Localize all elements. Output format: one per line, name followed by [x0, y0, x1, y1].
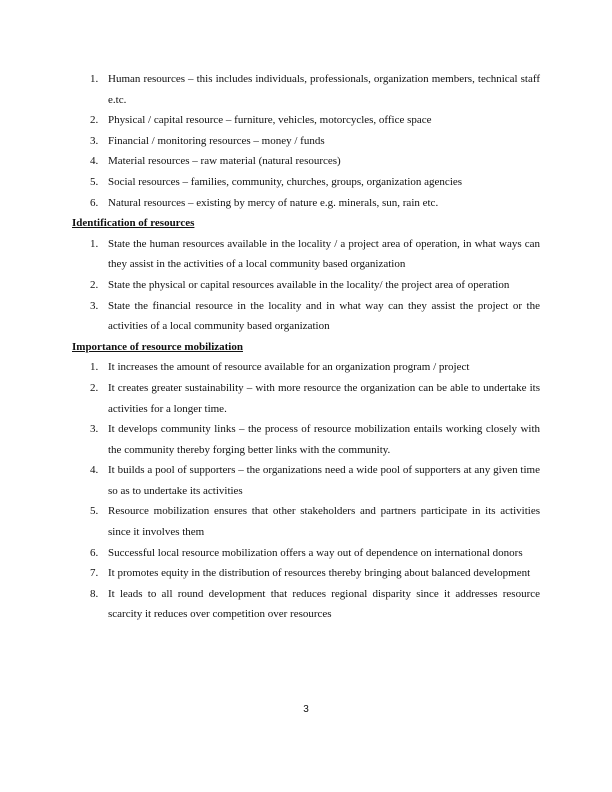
list-item-text: It creates greater sustainability – with more resource the organization can be able to undertake its activities for a longer time. — [108, 381, 540, 415]
list-item — [72, 69, 540, 110]
list-item — [72, 234, 540, 275]
list-item-text: State the human resources available in the locality / a project area of operation, in what ways can they assist in the activities of a local community based organization — [108, 237, 540, 271]
identification-list — [72, 234, 540, 337]
list-item — [72, 110, 540, 131]
list-number: 2. — [90, 114, 99, 127]
list-item — [72, 378, 540, 419]
list-number: 6. — [90, 546, 99, 559]
list-item-text: Physical / capital resource – furniture, vehicles, motorcycles, office space — [108, 114, 432, 127]
list-number: 2. — [90, 381, 99, 394]
list-number: 5. — [90, 505, 99, 518]
list-item-text: It develops community links – the process of resource mobilization entails working closely with the community thereby forging better links with the community. — [108, 423, 540, 456]
list-number: 3. — [90, 423, 99, 436]
list-number: 3. — [90, 134, 99, 147]
list-item — [72, 193, 540, 214]
list-item-text: It builds a pool of supporters – the organizations need a wide pool of supporters at any given time so as to undertake its activities — [108, 464, 540, 497]
list-number: 3. — [90, 299, 99, 312]
list-number: 4. — [90, 155, 99, 168]
list-number: 1. — [90, 73, 99, 85]
list-item-text: State the physical or capital resources available in the locality/ the project area of operation — [108, 278, 510, 291]
list-item-text: Resource mobilization ensures that other stakeholders and partners participate in its activities since it involves them — [108, 505, 540, 539]
list-number: 8. — [90, 587, 99, 600]
list-item — [72, 543, 540, 564]
list-item — [72, 584, 540, 625]
list-number: 6. — [90, 196, 99, 209]
list-item-text: Natural resources – existing by mercy of nature e.g. minerals, sun, rain etc. — [108, 196, 439, 209]
page-content — [72, 69, 540, 625]
list-number: 1. — [90, 237, 99, 250]
list-item — [72, 460, 540, 501]
list-number: 2. — [90, 278, 99, 291]
list-item — [72, 357, 540, 378]
list-item — [72, 419, 540, 460]
list-number: 4. — [90, 464, 99, 477]
list-item — [72, 151, 540, 172]
list-item — [72, 131, 540, 152]
list-item-text: It increases the amount of resource available for an organization program / project — [108, 361, 470, 374]
list-item-text: Financial / monitoring resources – money / funds — [108, 134, 325, 147]
list-number: 5. — [90, 175, 99, 188]
list-item-text: It leads to all round development that reduces regional disparity since it addresses resource scarcity it reduces over competition over resources — [108, 587, 540, 621]
resource-types-list — [72, 69, 540, 213]
importance-heading: Importance of resource mobilization — [72, 340, 243, 353]
list-item-text: State the financial resource in the locality and in what way can they assist the project or the activities of a local community based organization — [108, 299, 540, 333]
identification-heading: Identification of resources — [72, 217, 195, 230]
list-item — [72, 275, 540, 296]
page-number: 3 — [303, 704, 309, 715]
list-item — [72, 501, 540, 542]
list-item-text: It promotes equity in the distribution of resources thereby bringing about balanced development — [108, 567, 531, 580]
list-number: 7. — [90, 567, 99, 580]
list-item-text: Material resources – raw material (natural resources) — [108, 155, 341, 168]
importance-list — [72, 357, 540, 625]
list-item — [72, 172, 540, 193]
list-item — [72, 563, 540, 584]
list-number: 1. — [90, 361, 99, 374]
list-item-text: Successful local resource mobilization offers a way out of dependence on international donors — [108, 546, 523, 559]
list-item-text: Human resources – this includes individuals, professionals, organization members, technical staff e.tc. — [108, 73, 540, 106]
list-item — [72, 296, 540, 337]
list-item-text: Social resources – families, community, churches, groups, organization agencies — [108, 175, 463, 188]
